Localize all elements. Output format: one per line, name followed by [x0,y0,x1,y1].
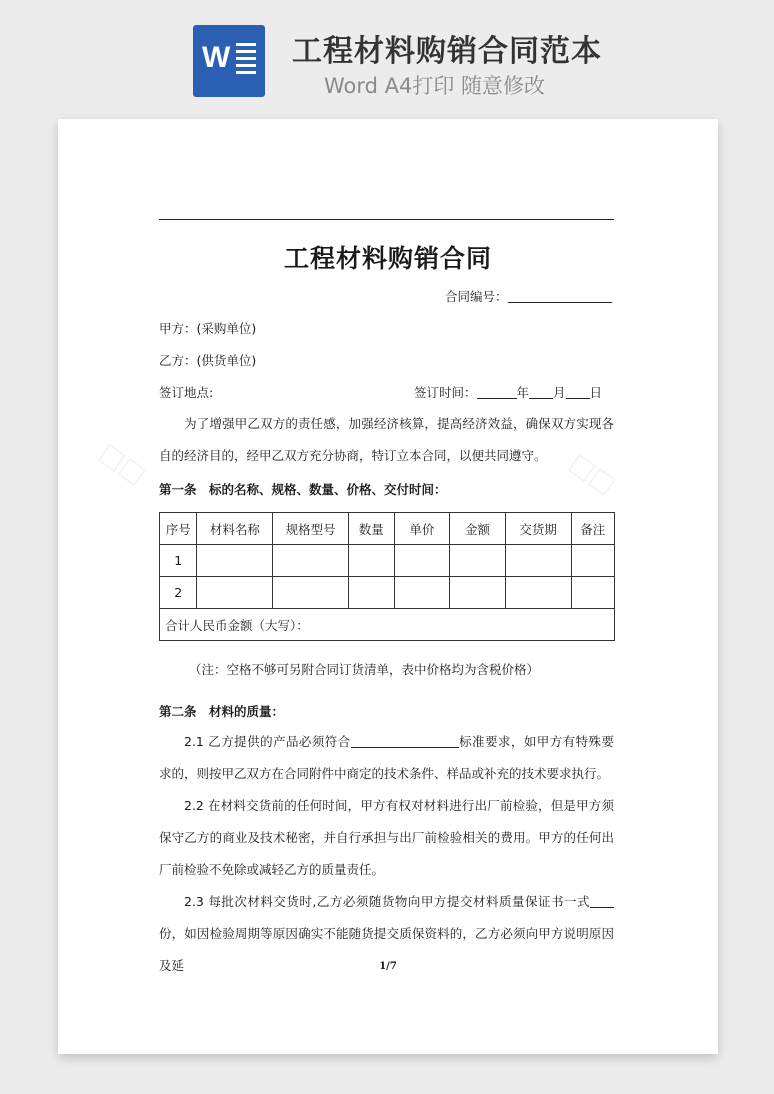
intro-text: 为了增强甲乙双方的责任感，加强经济核算，提高经济效益，确保双方实现各自的经济目的，经甲乙双方充分协商，特订立本合同，以便共同遵守。 [159,416,614,463]
table-header-row [160,513,615,545]
table-cell[interactable] [450,577,506,609]
header-cell: 序号 [160,513,197,545]
table-cell[interactable] [197,577,273,609]
top-rule [159,219,614,220]
clause-2-3-text-b: 份，如因检验周期等原因确实不能随货提交质保资料的，乙方必须向甲方说明原因及延 [159,926,614,973]
clause-2-1-text-b: 标准要求，如甲方有特殊要求的，则按甲乙双方在合同附件中商定的技术条件、样品或补充的技术要求执行。 [159,734,614,781]
total-amount-label: 合计人民币金额（大写）： [160,609,615,641]
party-a: 甲方：(采购单位) [159,321,257,336]
items-table [159,512,615,641]
table-cell[interactable] [273,577,349,609]
table-cell[interactable] [273,545,349,577]
article1-title: 第一条 标的名称、规格、数量、价格、交付时间： [159,482,447,497]
word-icon-letter: W [202,41,231,74]
table-total-row [160,609,615,641]
contract-number-blank [508,289,612,303]
clause-2-2-text: 2.2 在材料交货前的任何时间，甲方有权对材料进行出厂前检验，但是甲方须保守乙方的商业及技术秘密，并自行承担与出厂前检验相关的费用。甲方的任何出厂前检验不免除或减轻乙方的质量责任。 [159,798,614,877]
document-title: 工程材料购销合同 [283,244,492,273]
table-cell[interactable] [349,545,395,577]
day-label: 日 [589,385,603,400]
header-title: 工程材料购销合同范本 [292,34,602,69]
article2-title: 第二条 材料的质量： [159,704,285,719]
page-number: 1/7 [379,961,397,972]
sign-place: 签订地点: [159,385,214,400]
header-cell: 数量 [349,513,395,545]
intro-paragraph [159,408,614,472]
header [0,0,774,118]
copies-blank [590,894,614,908]
standard-blank [351,734,459,748]
table-cell[interactable] [571,545,615,577]
watermark: □□ [563,447,622,501]
contract-number-label: 合同编号： [445,289,508,304]
header-cell: 备注 [571,513,615,545]
header-cell: 交货期 [505,513,571,545]
month-blank [529,385,553,399]
month-label: 月 [553,385,566,400]
row-number: 2 [160,577,197,609]
table-note: （注：空格不够可另附合同订货清单，表中价格均为含税价格） [189,662,540,677]
table-cell[interactable] [394,577,450,609]
table-cell[interactable] [571,577,615,609]
header-cell: 规格型号 [273,513,349,545]
word-icon [193,25,265,97]
sign-time-line [414,383,602,401]
contract-number-line [445,287,612,305]
table-row [160,577,615,609]
table-cell[interactable] [505,577,571,609]
table-cell[interactable] [505,545,571,577]
clause-2-1 [159,726,614,790]
clause-2-1-text-a: 2.1 乙方提供的产品必须符合 [184,734,351,749]
clause-2-2 [159,790,614,886]
header-cell: 金额 [450,513,506,545]
header-cell: 单价 [394,513,450,545]
document-page [58,119,718,1054]
sign-time-label: 签订时间： [414,385,477,400]
table-cell[interactable] [450,545,506,577]
table-cell[interactable] [394,545,450,577]
party-b: 乙方：(供货单位) [159,353,257,368]
year-label: 年 [516,385,530,400]
watermark: □□ [93,437,152,491]
header-cell: 材料名称 [197,513,273,545]
table-row [160,545,615,577]
row-number: 1 [160,545,197,577]
day-blank [566,385,590,399]
table-cell[interactable] [349,577,395,609]
header-subtitle: Word A4打印 随意修改 [324,74,546,98]
clause-2-3-text-a: 2.3 每批次材料交货时,乙方必须随货物向甲方提交材料质量保证书一式 [184,894,590,909]
table-cell[interactable] [197,545,273,577]
year-blank [477,385,517,399]
